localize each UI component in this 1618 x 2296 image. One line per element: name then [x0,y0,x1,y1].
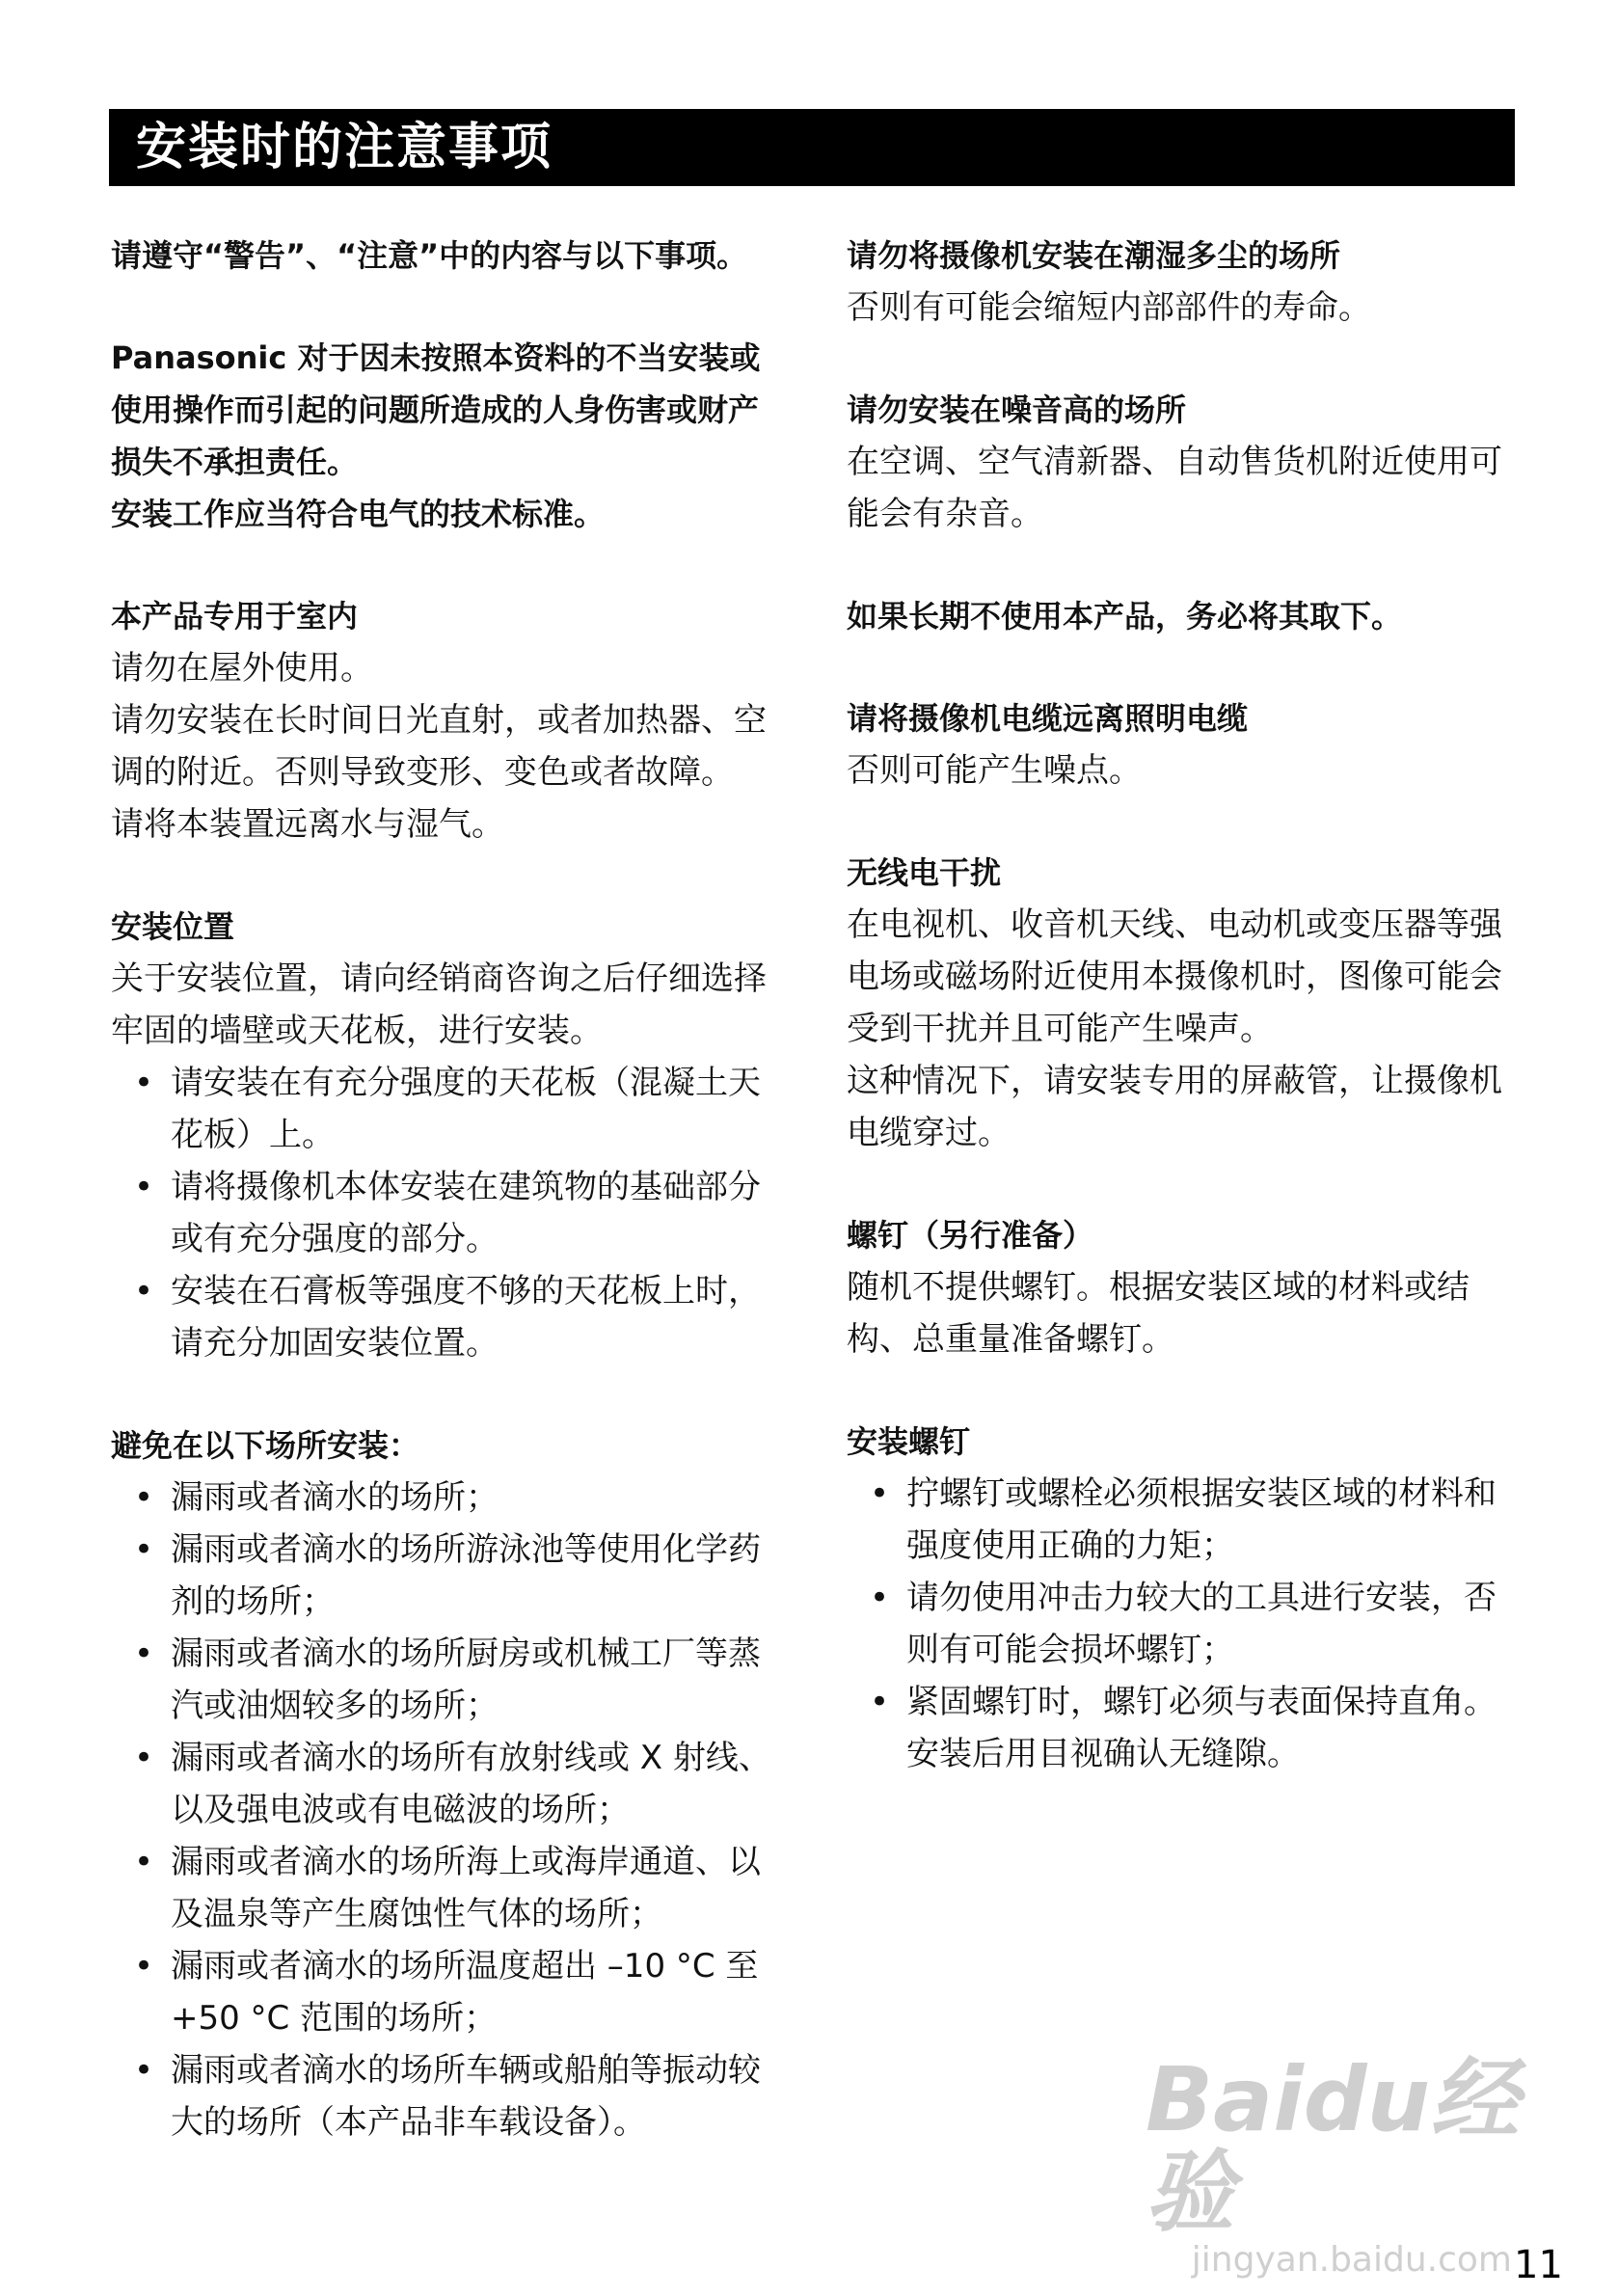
screws-heading: 螺钉（另行准备） [847,1217,1094,1254]
indoor-section [111,590,786,851]
avoid-section [111,1419,786,2148]
watermark-url: jingyan.baidu.com [1191,2240,1512,2280]
indoor-line: 请将本装置远离水与湿气。 [111,805,504,844]
cable-heading: 请将摄像机电缆远离照明电缆 [847,700,1249,737]
list-item: • 漏雨或者滴水的场所温度超出 –10 °C 至 +50 °C 范围的场所； [111,1940,786,2044]
list-item: • 漏雨或者滴水的场所； [111,1472,786,1524]
location-text: 关于安装位置，请向经销商咨询之后仔细选择牢固的墙壁或天花板，进行安装。 [111,959,767,1050]
radio-line: 这种情况下，请安装专用的屏蔽管，让摄像机电缆穿过。 [847,1062,1502,1152]
humid-text: 否则有可能会缩短内部部件的寿命。 [847,288,1371,327]
radio-heading: 无线电干扰 [847,854,1002,891]
indoor-line: 请勿在屋外使用。 [111,649,373,688]
mount-screws-list [847,1468,1522,1780]
list-item: • 拧螺钉或螺栓必须根据安装区域的材料和强度使用正确的力矩； [847,1468,1522,1572]
indoor-heading: 本产品专用于室内 [111,598,359,635]
list-item: • 紧固螺钉时，螺钉必须与表面保持直角。安装后用目视确认无缝隙。 [847,1676,1522,1780]
avoid-list [111,1472,786,2148]
indoor-line: 请勿安装在长时间日光直射，或者加热器、空调的附近。否则导致变形、变色或者故障。 [111,701,767,792]
disclaimer-section [111,332,786,540]
list-item: • 请安装在有充分强度的天花板（混凝土天花板）上。 [111,1057,786,1161]
location-list [111,1057,786,1369]
location-section [111,901,786,1369]
cable-section [847,692,1522,797]
screws-text: 随机不提供螺钉。根据安装区域的材料或结构、总重量准备螺钉。 [847,1268,1470,1359]
list-item: • 请将摄像机本体安装在建筑物的基础部分或有充分强度的部分。 [111,1161,786,1265]
humid-section [847,230,1522,334]
list-item: • 漏雨或者滴水的场所有放射线或 X 射线、以及强电波或有电磁波的场所； [111,1732,786,1836]
list-item: • 漏雨或者滴水的场所海上或海岸通道、以及温泉等产生腐蚀性气体的场所； [111,1836,786,1940]
longterm-heading: 如果长期不使用本产品，务必将其取下。 [847,598,1403,635]
mount-screws-heading: 安装螺钉 [847,1423,971,1460]
list-item: • 漏雨或者滴水的场所车辆或船舶等振动较大的场所（本产品非车载设备）。 [111,2044,786,2148]
list-item: • 漏雨或者滴水的场所厨房或机械工厂等蒸汽或油烟较多的场所； [111,1628,786,1732]
screws-section [847,1209,1522,1365]
watermark-logo: Baidu经验 [1146,2048,1520,2244]
radio-section [847,847,1522,1159]
longterm-section [847,590,1522,642]
baidu-watermark [1146,2048,1531,2280]
standard-text: 安装工作应当符合电气的技术标准。 [111,496,606,532]
list-item: • 安装在石膏板等强度不够的天花板上时，请充分加固安装位置。 [111,1265,786,1369]
list-item: • 请勿使用冲击力较大的工具进行安装，否则有可能会损坏螺钉； [847,1572,1522,1676]
page-number: 11 [1514,2243,1563,2287]
humid-heading: 请勿将摄像机安装在潮湿多尘的场所 [847,237,1341,274]
noise-heading: 请勿安装在噪音高的场所 [847,392,1187,428]
cable-text: 否则可能产生噪点。 [847,751,1142,790]
noise-text: 在空调、空气清新器、自动售货机附近使用可能会有杂音。 [847,443,1502,533]
intro-text: 请遵守“警告”、“注意”中的内容与以下事项。 [111,237,748,274]
intro-section [111,230,786,282]
list-item: • 漏雨或者滴水的场所游泳池等使用化学药剂的场所； [111,1524,786,1628]
noise-section [847,384,1522,540]
right-column [847,230,1522,1830]
mount-screws-section [847,1416,1522,1780]
page-title: 安装时的注意事项 [109,109,1515,186]
avoid-heading: 避免在以下场所安装： [111,1427,420,1464]
disclaimer-text: Panasonic 对于因未按照本资料的不当安装或使用操作而引起的问题所造成的人身伤害或财产损失不承担责任。 [111,339,761,480]
left-column [111,230,786,2199]
location-heading: 安装位置 [111,908,235,945]
radio-line: 在电视机、收音机天线、电动机或变压器等强电场或磁场附近使用本摄像机时，图像可能会受到干扰并且可能产生噪声。 [847,905,1502,1048]
